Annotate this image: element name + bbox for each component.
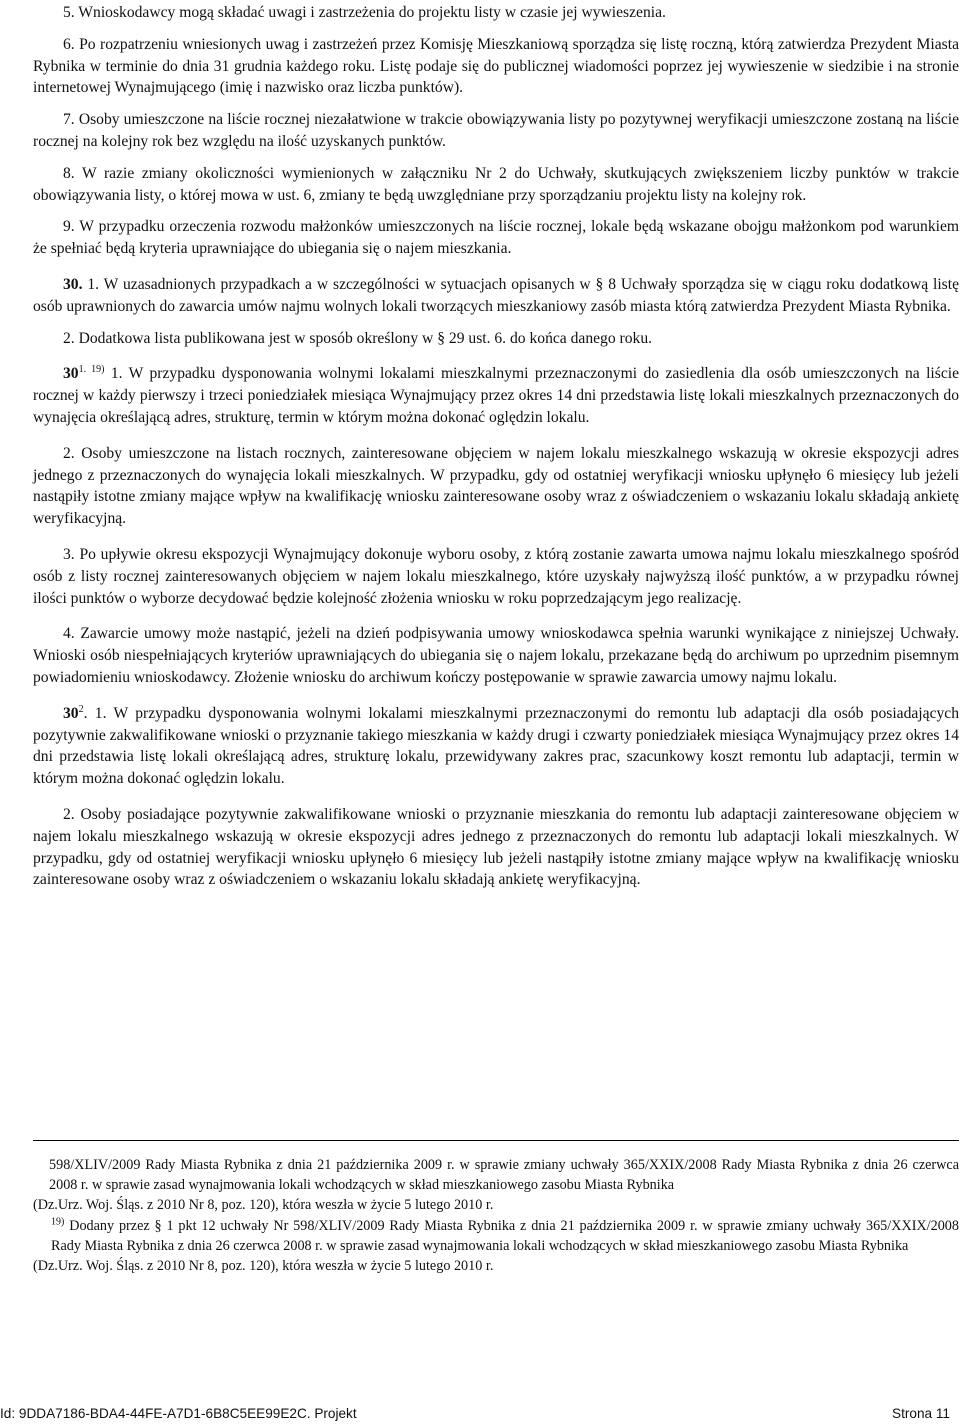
footnotes [33,1155,959,1276]
section-30-2-para-1 [33,703,959,790]
footnote-divider [33,1140,959,1141]
section-30-2-label: 30 [63,704,79,722]
section-30-label: 30. [63,275,88,293]
section-30-1-label: 30 [63,365,79,383]
paragraph-8: 8. W razie zmiany okoliczności wymienionych w załączniku Nr 2 do Uchwały, skutkujących zwiększeniem liczby punktów w trakcie obowiązywania listy, o której mowa w ust. 6, zmiany te będą uwzględniane przy sporządzaniu projektu listy na kolejny rok. [33,164,959,204]
footnote-19-text [33,1216,959,1256]
section-30-1-text-1: 1. W przypadku dysponowania wolnymi lokalami mieszkalnymi przeznaczonymi do zasiedlenia dla osób umieszczonych na liście rocznej w każdy pierwszy i trzeci poniedziałek miesiąca Wynajmujący przez okres 14 dni przedstawia listę lokali mieszkalnych przeznaczonych do wynajęcia określającą adres, strukturę, termin w którym można dokonać oględzin lokalu. [33,365,959,426]
footnote-19-marker: 19) [51,1215,65,1227]
section-30-1-para-1 [33,363,959,428]
section-30-2-text-1: . 1. W przypadku dysponowania wolnymi lokalami mieszkalnymi przeznaczonymi do remontu lub adaptacji dla osób posiadających pozytywnie zakwalifikowane wnioski o przyznanie takiego mieszkania w każdy drugi i czwarty poniedziałek miesiąca Wynajmujący przez okres 14 dni przedstawia listę lokali określającą adres, strukturę lokalu, przewidywany zakres prac, szacunkowy koszt remontu lub adaptacji, termin w którym można dokonać oględzin lokalu. [33,704,959,788]
footnote-1-text: 598/XLIV/2009 Rady Miasta Rybnika z dnia 21 października 2009 r. w sprawie zmiany uchwały 365/XXIX/2008 Rady Miasta Rybnika z dnia 26 czerwca 2008 r. w sprawie zasad wynajmowania lokali wchodzących w skład mieszkaniowego zasobu Miasta Rybnika [49,1157,959,1194]
section-30-para-1 [33,274,959,318]
paragraph-5: 5. Wnioskodawcy mogą składać uwagi i zastrzeżenia do projektu listy w czasie jej wywieszenia. [63,4,666,21]
section-30-1-para-4: 4. Zawarcie umowy może nastąpić, jeżeli na dzień podpisywania umowy wnioskodawca spełnia warunki wynikające z niniejszej Uchwały. Wnioski osób niespełniających kryteriów uprawniających do ubiegania się o najem lokalu, przekazane będą do archiwum po uprzednim pisemnym powiadomieniu wnioskodawcy. Złożenie wniosku do archiwum kończy postępowanie w sprawie zawarcia umowy najmu lokalu. [33,625,959,686]
section-30-text-1: 1. W uzasadnionych przypadkach a w szczególności w sytuacjach opisanych w § 8 Uchwały sporządza się w ciągu roku dodatkową listę osób uprawnionych do zawarcia umów najmu wolnych lokali tworzących mieszkaniowy zasób miasta którą zatwierdza Prezydent Miasta Rybnika. [33,275,960,315]
paragraph-9: 9. W przypadku orzeczenia rozwodu małżonków umieszczonych na liście rocznej, lokale będą wskazane obojgu małżonkom pod warunkiem że spełniać będą kryteria uprawniające do ubiegania się o najem mieszkania. [33,218,959,258]
page-number: Strona 11 [892,1406,950,1421]
section-30-1-superscript: 1. 19) [78,364,105,376]
section-30-1-para-3: 3. Po upływie okresu ekspozycji Wynajmujący dokonuje wyboru osoby, z którą zostanie zawarta umowa najmu lokalu mieszkalnego spośród osób z listy rocznej zainteresowanych objęciem w najem lokalu mieszkalnego, które uzyskały najwyższą ilość punktów, a w przypadku równej ilości punktów o wyborze decydować będzie kolejność złożenia wniosku w roku poprzedzającym jego realizację. [33,545,959,607]
paragraph-7: 7. Osoby umieszczone na liście rocznej niezałatwione w trakcie obowiązywania listy po pozytywnej weryfikacji umieszczone zostaną na liście rocznej na kolejny rok bez względu na ilość uzyskanych punktów. [33,111,959,150]
document-id: Id: 9DDA7186-BDA4-44FE-A7D1-6B8C5EE99E2C. Projekt [0,1406,357,1421]
section-30-1-para-2: 2. Osoby umieszczone na listach rocznych, zainteresowane objęciem w najem lokalu mieszkalnego wskazują w okresie ekspozycji adres jednego z przeznaczonych do wynajęcia lokali mieszkalnych. W przypadku, gdy od ostatniej weryfikacji wniosku upłynęło 6 miesięcy lub jeżeli nastąpiły istotne zmiany mające wpływ na kwalifikację wniosku zainteresowane osoby wraz z oświadczeniem o wskazaniu lokalu składają ankietę weryfikacyjną. [33,444,959,528]
document-body [33,2,959,891]
footnote-19-source: (Dz.Urz. Woj. Śląs. z 2010 Nr 8, poz. 120), która weszła w życie 5 lutego 2010 r. [33,1258,494,1275]
footnote-19-body: Dodany przez § 1 pkt 12 uchwały Nr 598/XLIV/2009 Rady Miasta Rybnika z dnia 21 października 2009 r. w sprawie zmiany uchwały 365/XXIX/2008 Rady Miasta Rybnika z dnia 26 czerwca 2008 r. w sprawie zasad wynajmowania lokali wchodzących w skład mieszkaniowego zasobu Miasta Rybnika [51,1217,959,1254]
section-30-2-superscript: 2 [78,703,84,715]
footnote-1-source: (Dz.Urz. Woj. Śląs. z 2010 Nr 8, poz. 120), która weszła w życie 5 lutego 2010 r. [33,1197,494,1214]
section-30-2-para-2: 2. Osoby posiadające pozytywnie zakwalifikowane wnioski o przyznanie mieszkania do remontu lub adaptacji zainteresowane objęciem w najem lokalu mieszkalnego wskazują w okresie ekspozycji adres jednego z przeznaczonych do remontu lub adaptacji lokali mieszkalnych. W przypadku, gdy od ostatniej weryfikacji wniosku upłynęło 6 miesięcy lub jeżeli nastąpiły istotne zmiany mające wpływ na kwalifikację wniosku zainteresowane osoby wraz z oświadczeniem o wskazaniu lokalu składają ankietę weryfikacyjną. [33,805,959,889]
paragraph-6: 6. Po rozpatrzeniu wniesionych uwag i zastrzeżeń przez Komisję Mieszkaniową sporządza się listę roczną, którą zatwierdza Prezydent Miasta Rybnika w terminie do dnia 31 grudnia każdego roku. Listę podaje się do publicznej wiadomości poprzez jej wywieszenie w siedzibie i na stronie internetowej Wynajmującego (imię i nazwisko oraz liczba punktów). [33,35,959,97]
section-30-para-2: 2. Dodatkowa lista publikowana jest w sposób określony w § 29 ust. 6. do końca danego roku. [63,329,653,347]
